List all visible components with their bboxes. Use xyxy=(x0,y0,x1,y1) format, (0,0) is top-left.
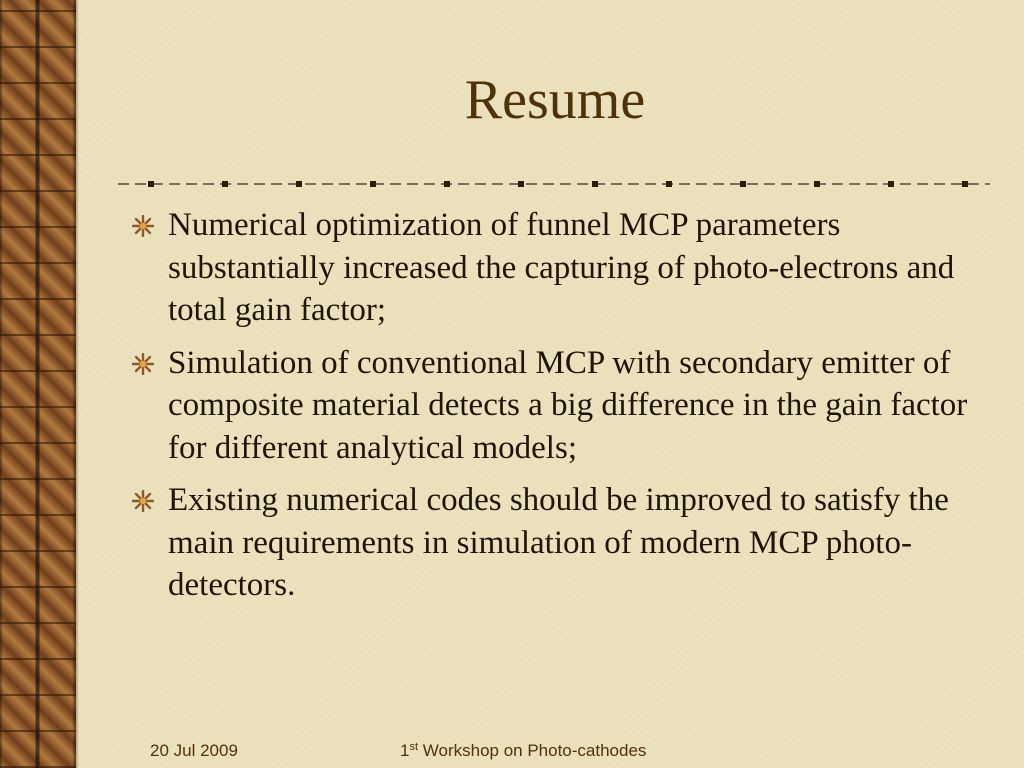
bullet-text: Existing numerical codes should be improved to satisfy the main requirements in simulation of modern MCP photo-detectors. xyxy=(168,482,949,603)
starburst-icon xyxy=(132,215,154,237)
divider-dot xyxy=(444,181,450,187)
divider-dot xyxy=(888,181,894,187)
decorative-side-strip xyxy=(0,0,76,768)
divider-dot xyxy=(666,181,672,187)
divider-dot xyxy=(814,181,820,187)
divider-dot xyxy=(740,181,746,187)
bullet-item xyxy=(132,204,992,332)
bullet-item xyxy=(132,342,992,470)
divider-dot xyxy=(962,181,968,187)
footer-event-number: 1 xyxy=(400,741,410,760)
divider-dot xyxy=(518,181,524,187)
footer-event xyxy=(400,741,646,761)
starburst-icon xyxy=(132,353,154,375)
divider-dot xyxy=(592,181,598,187)
divider-dot xyxy=(148,181,154,187)
bullet-list xyxy=(132,204,992,617)
divider-dot xyxy=(222,181,228,187)
slide-title: Resume xyxy=(464,69,646,131)
divider-dot xyxy=(370,181,376,187)
footer-date: 20 Jul 2009 xyxy=(150,741,238,760)
footer-event-title: Workshop on Photo-cathodes xyxy=(418,741,647,760)
dashed-divider xyxy=(118,176,990,192)
starburst-icon xyxy=(132,490,154,512)
bullet-text: Numerical optimization of funnel MCP parameters substantially increased the capturing of photo-electrons and total gain factor; xyxy=(168,207,955,328)
footer-event-superscript: st xyxy=(409,741,419,753)
bullet-item xyxy=(132,479,992,607)
bullet-text: Simulation of conventional MCP with secondary emitter of composite material detects a big difference in the gain factor for different analytical models; xyxy=(168,344,968,466)
divider-dot xyxy=(296,181,302,187)
